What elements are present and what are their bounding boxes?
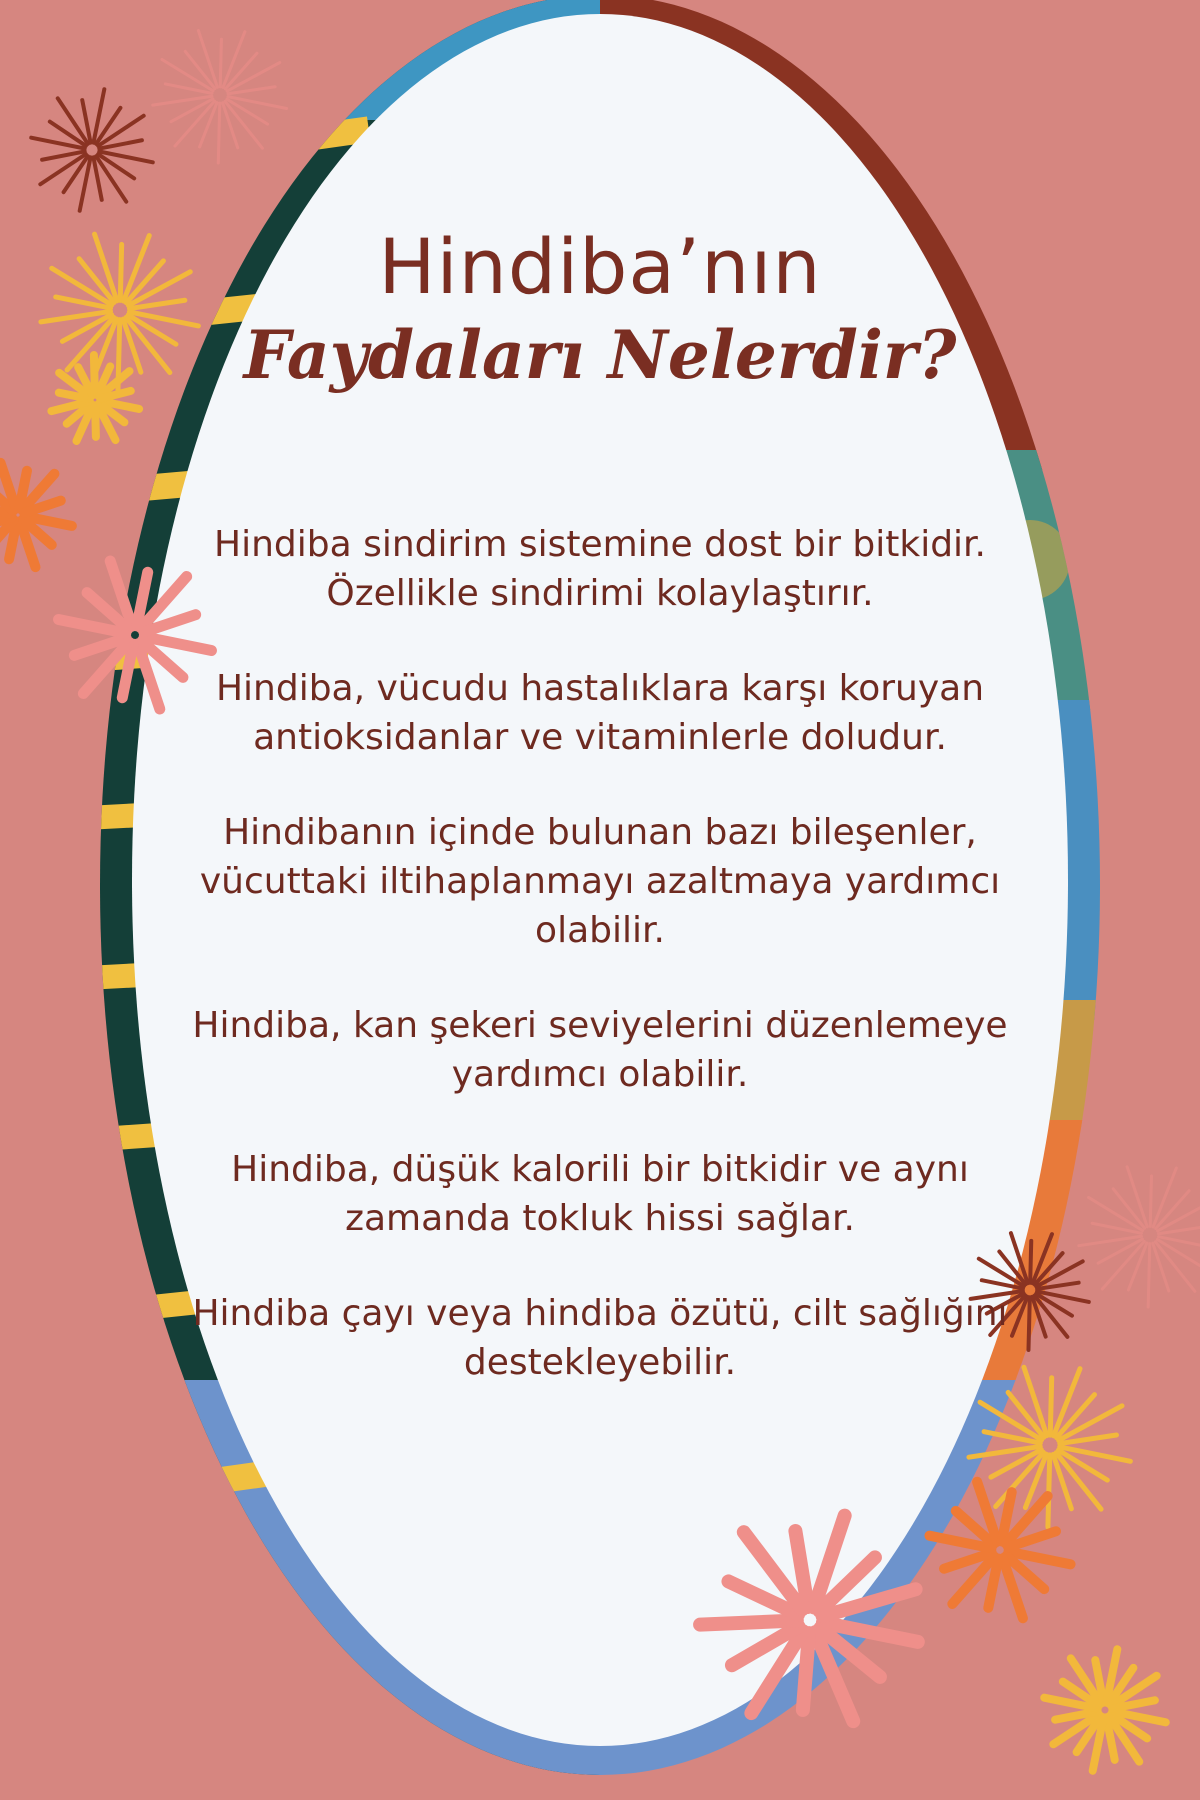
title-line-1: Hindiba’nın	[378, 222, 822, 311]
title-line-2: Faydaları Nelerdir?	[243, 316, 957, 394]
benefit-item: Hindiba, kan şekeri seviyelerini düzenlemeye yardımcı olabilir.	[192, 1005, 1008, 1095]
benefit-item: Hindiba çayı veya hindiba özütü, cilt sağlığını destekleyebilir.	[192, 1293, 1008, 1383]
benefits-list	[190, 520, 1010, 1433]
benefit-item: Hindibanın içinde bulunan bazı bileşenler, vücuttaki iltihaplanmayı azaltmaya yardımcı olabilir.	[199, 812, 1001, 951]
benefit-item: Hindiba, vücudu hastalıklara karşı koruyan antioksidanlar ve vitaminlerle doludur.	[215, 668, 985, 758]
benefit-item: Hindiba, düşük kalorili bir bitkidir ve aynı zamanda tokluk hissi sağlar.	[231, 1149, 969, 1239]
benefit-item: Hindiba sindirim sistemine dost bir bitkidir. Özellikle sindirimi kolaylaştırır.	[214, 524, 986, 614]
